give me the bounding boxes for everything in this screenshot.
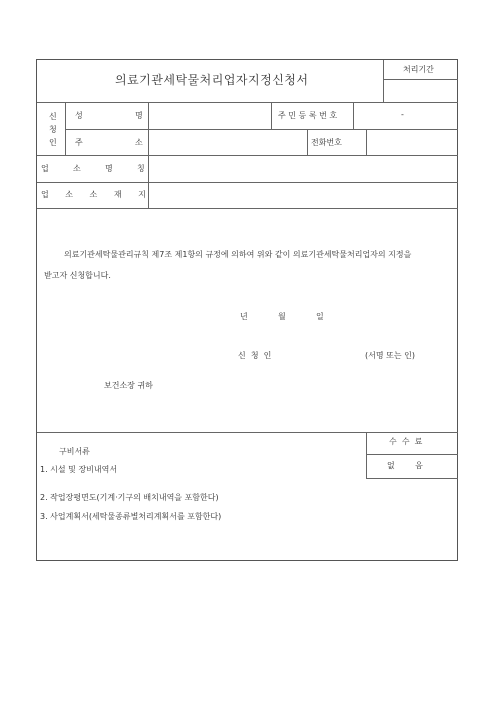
- divider: [65, 102, 66, 155]
- applicant-group-label: 신: [49, 112, 57, 121]
- processing-period-label: 처리기간: [403, 65, 434, 74]
- business-location-label: 업 소 소 재 지: [41, 190, 149, 199]
- document-item: 2. 작업장평면도(기계·기구의 배치내역을 포함한다): [40, 493, 219, 502]
- divider: [366, 432, 367, 478]
- divider: [37, 432, 458, 433]
- resident-number-dash: -: [401, 110, 404, 119]
- date-month-label: 월: [278, 312, 286, 321]
- resident-number-input[interactable]: [354, 103, 458, 129]
- fee-label: 수 수 료: [389, 437, 423, 446]
- phone-label: 전화번호: [311, 138, 342, 147]
- name-input[interactable]: [149, 103, 271, 129]
- document-item: 3. 사업계획서(세탁물종류별처리계획서를 포함한다): [40, 512, 222, 521]
- business-name-label: 명: [105, 164, 113, 173]
- date-year-label: 년: [240, 312, 248, 321]
- phone-input[interactable]: [367, 130, 458, 155]
- divider: [383, 79, 458, 80]
- divider: [383, 60, 384, 102]
- fee-value: 없 음: [387, 461, 423, 470]
- business-location-input[interactable]: [149, 183, 458, 208]
- statement-text: 받고자 신청합니다.: [44, 271, 111, 280]
- address-input[interactable]: [149, 130, 307, 155]
- signature-note: (서명 또는 인): [365, 351, 415, 360]
- name-label: 성: [75, 111, 83, 120]
- address-label: 소: [135, 138, 143, 147]
- applicant-group-label: 인: [49, 138, 57, 147]
- divider: [37, 208, 458, 209]
- business-name-input[interactable]: [149, 156, 458, 182]
- document-item: 1. 시설 및 장비내역서: [40, 465, 118, 474]
- applicant-sign-label: 신 청 인: [238, 351, 272, 360]
- business-name-label: 업: [41, 164, 49, 173]
- statement-text: 의료기관세탁물관리규칙 제7조 제1항의 규정에 의하여 위와 같이 의료기관세탁물처리업자의 지정을: [64, 250, 412, 259]
- applicant-group-label: 청: [49, 125, 57, 134]
- name-label: 명: [135, 111, 143, 120]
- business-name-label: 칭: [137, 164, 145, 173]
- divider: [307, 129, 308, 155]
- application-form: [36, 59, 458, 561]
- business-name-label: 소: [73, 164, 81, 173]
- addressee: 보건소장 귀하: [104, 381, 153, 390]
- form-title: 의료기관세탁물처리업자지정신청서: [115, 73, 309, 87]
- resident-number-label: 주 민 등 록 번 호: [278, 111, 338, 120]
- divider: [366, 478, 458, 479]
- documents-title: 구비서류: [59, 447, 90, 456]
- divider: [366, 454, 458, 455]
- date-day-label: 일: [316, 312, 324, 321]
- address-label: 주: [75, 138, 83, 147]
- divider: [271, 102, 272, 129]
